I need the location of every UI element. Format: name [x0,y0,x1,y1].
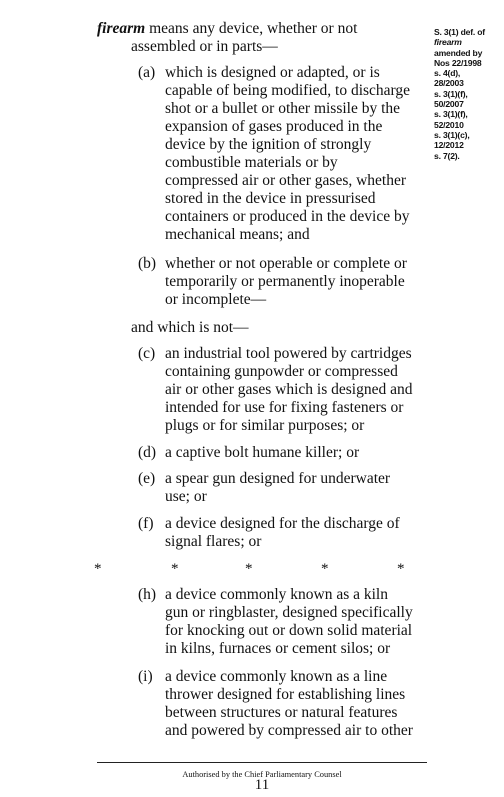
paragraph-line: and powered by compressed air to other [165,722,413,739]
paragraph-label: (f) [138,515,154,532]
paragraph-text [165,668,428,740]
paragraph-line: containers or produced in the device by [165,208,410,225]
paragraph-text [165,444,428,462]
paragraph-label: (c) [138,345,156,362]
paragraph-item [138,586,428,658]
margin-note-line: s. 4(d), [434,68,461,79]
margin-note [434,27,502,161]
page-number: 11 [254,777,270,793]
paragraph-line: expansion of gases produced in the [165,118,383,135]
paragraph-text [165,255,428,309]
paragraph-text [165,586,428,658]
paragraph-line: use; or [165,488,207,505]
paragraph-item [138,668,428,740]
margin-note-line: S. 3(1) def. of [434,27,485,37]
paragraph-line: a device designed for the discharge of [165,515,400,532]
margin-note-line: amended by [434,47,483,58]
paragraph-line: temporarily or permanently inoperable [165,273,405,290]
paragraph-item [138,345,428,435]
margin-note-line: Nos 22/1998 [434,57,482,68]
definition-intro: means any device, whether or not [145,20,358,37]
margin-note-line: 50/2007 [434,99,464,110]
paragraph-line: a spear gun designed for underwater [165,470,391,487]
paragraph-item [138,255,428,309]
paragraph-label: (a) [138,64,156,81]
definition-line-1 [97,20,427,38]
paragraph-line: air or other gases which is designed and [165,381,413,398]
margin-note-line: 12/2012 [434,140,464,151]
margin-note-line: s. 3(1)(c), [434,129,470,140]
definition-heading [97,20,427,56]
margin-note-line: 52/2010 [434,119,464,130]
paragraph-line: gun or ringblaster, designed specifically [165,604,413,621]
paragraph-line: an industrial tool powered by cartridges [165,345,412,362]
paragraph-label: (e) [138,470,156,487]
paragraph-item [138,515,428,551]
paragraph-line: stored in the device in pressurised [165,190,376,207]
paragraph-line: a device commonly known as a line [165,668,388,685]
paragraph-line: between structures or natural features [165,704,398,721]
paragraph-line: whether or not operable or complete or [165,255,407,272]
omission-star: * [94,561,102,577]
paragraph-line: signal flares; or [165,533,262,550]
paragraph-line: in kilns, furnaces or cement silos; or [165,640,391,657]
paragraph-line: thrower designed for establishing lines [165,686,406,703]
paragraph-text [165,345,428,435]
margin-note-line: s. 3(1)(f), [434,88,468,99]
paragraph-line: shot or a bullet or other missile by the [165,100,401,117]
omission-star: * [321,561,329,577]
paragraph-line: a device commonly known as a kiln [165,586,388,603]
paragraph-item [138,444,428,462]
paragraph-item [138,64,428,244]
margin-note-line: s. 7(2). [434,150,460,161]
paragraph-line: for knocking out or down solid material [165,622,413,639]
footer-rule [97,762,427,763]
paragraph-line: or incomplete— [165,291,267,308]
margin-note-term: firearm [434,37,462,48]
paragraph-line: a captive bolt humane killer; or [165,444,360,461]
paragraph-label: (i) [138,668,153,685]
footer-authority: Authorised by the Chief Parliamentary Counsel [182,770,342,779]
margin-note-line: 28/2003 [434,78,464,89]
paragraph-line: capable of being modified, to discharge [165,82,411,99]
omission-star: * [397,561,405,577]
omission-marker-row [0,560,504,580]
paragraph-label: (d) [138,444,157,461]
margin-note-line: s. 3(1)(f), [434,109,468,120]
paragraph-text [165,470,428,506]
paragraph-line: which is designed or adapted, or is [165,64,380,81]
paragraph-line: compressed air or other gases, whether [165,172,407,189]
paragraph-label: (h) [138,586,157,603]
definition-line-2: assembled or in parts— [131,38,278,55]
paragraph-item [138,470,428,506]
paragraph-line: plugs or for similar purposes; or [165,417,365,434]
paragraph-line: mechanical means; and [165,226,310,243]
omission-star: * [171,561,179,577]
defined-term: firearm [97,20,146,37]
omission-star: * [245,561,253,577]
paragraph-line: containing gunpowder or compressed [165,363,398,380]
paragraph-line: device by the ignition of strongly [165,136,372,153]
paragraph-line: intended for use for fixing fasteners or [165,399,404,416]
paragraph-label: (b) [138,255,157,272]
paragraph-text [165,515,428,551]
connector-phrase: and which is not— [131,319,249,336]
paragraph-line: combustible materials or by [165,154,338,171]
paragraph-text [165,64,428,244]
